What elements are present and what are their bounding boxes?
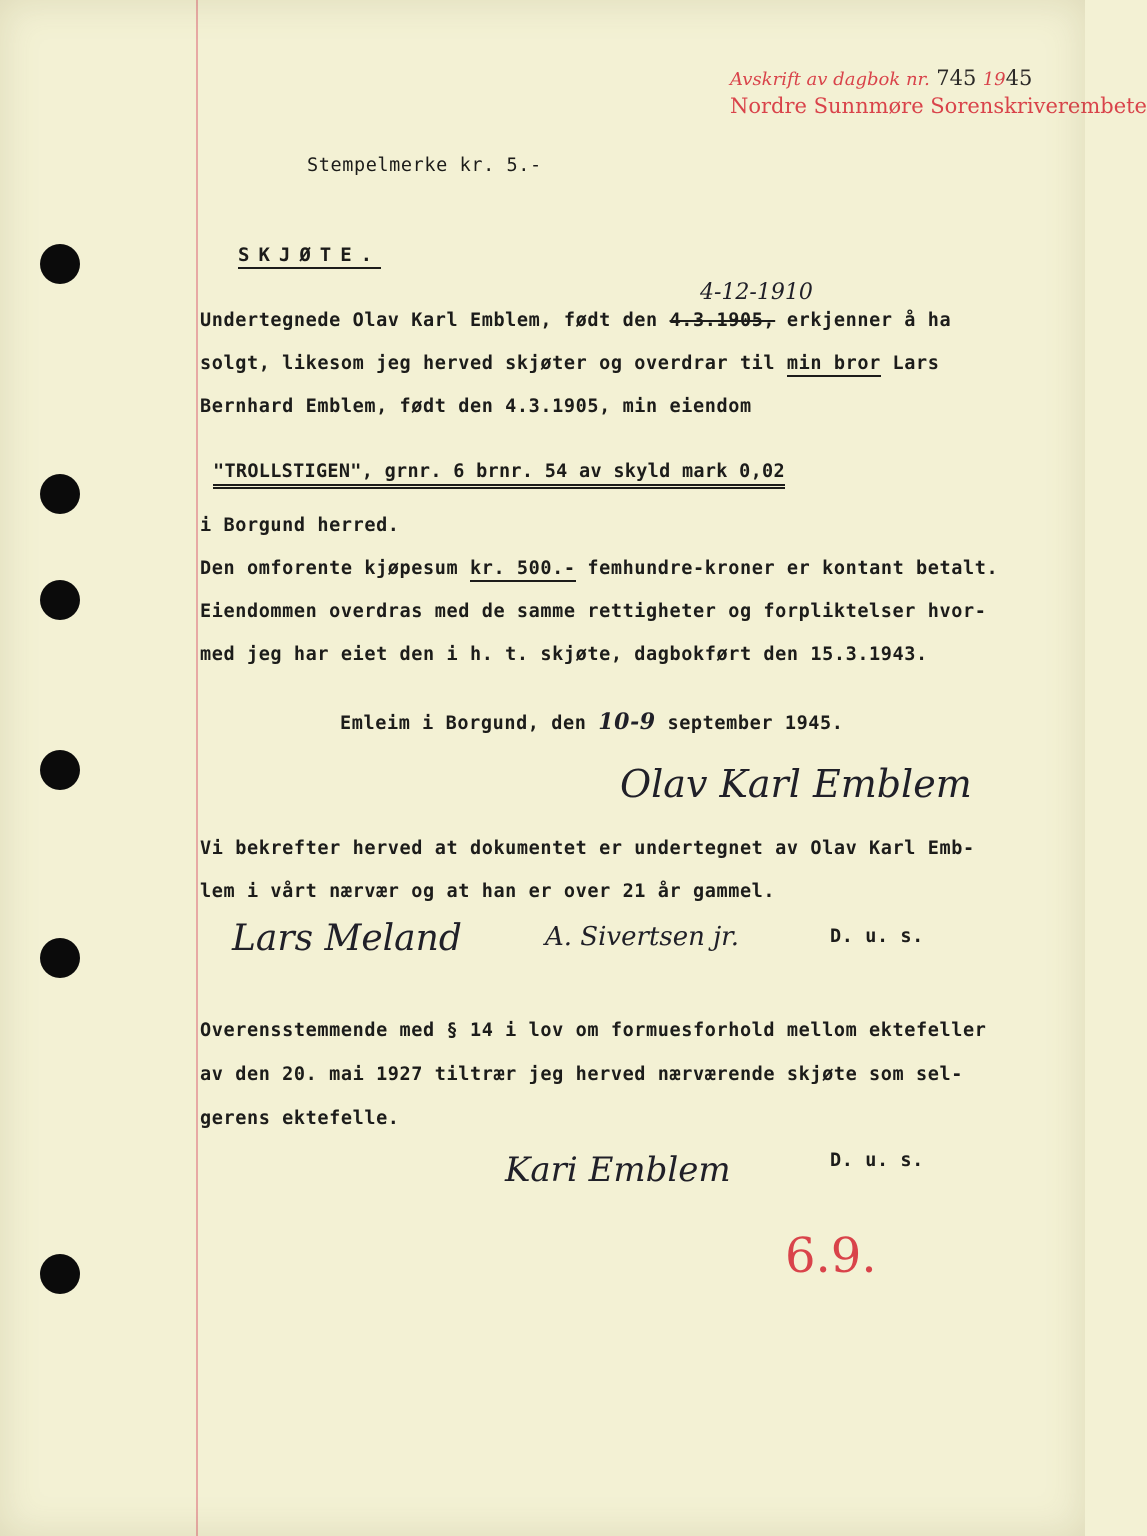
property-description: "TROLLSTIGEN", grnr. 6 brnr. 54 av skyld mark 0,02 [213,461,785,489]
paragraph-1-line-3: Bernhard Emblem, født den 4.3.1905, min eiendom [200,396,752,417]
text: Lars [880,353,940,374]
dus-mark: D. u. s. [830,1150,924,1171]
text: Den omforente kjøpesum [200,558,470,579]
document-heading [238,244,381,266]
punch-hole [40,474,80,514]
spouse-signature: Kari Emblem [505,1150,731,1190]
location-line: i Borgund herred. [200,515,400,536]
stamp-office-name: Nordre Sunnmøre Sorenskriverembete [730,94,1147,118]
paragraph-2-line-1 [200,558,998,579]
dus-mark: D. u. s. [830,926,924,947]
margin-line [196,0,198,1536]
date-line [340,709,844,735]
property-line [213,461,785,482]
seller-signature: Olav Karl Emblem [620,762,972,806]
text: femhundre-kroner er kontant betalt. [575,558,999,579]
stamp-label: Avskrift av dagbok nr. [730,69,930,90]
stamp-year-prefix: 19 [982,69,1006,90]
punch-hole [40,750,80,790]
stamp-year-suffix: 45 [1005,66,1033,90]
text: erkjenner å ha [775,310,952,331]
spouse-consent-line-1: Overensstemmende med § 14 i lov om formuesforhold mellom ektefeller [200,1020,987,1041]
stamp-duty-line: Stempelmerke kr. 5.- [307,155,542,176]
spouse-consent-line-2: av den 20. mai 1927 tiltrær jeg herved nærværende skjøte som sel- [200,1064,963,1085]
handwritten-date: 10-9 [598,709,656,735]
paragraph-2-line-2: Eiendommen overdras med de samme rettigheter og forpliktelser hvor- [200,601,987,622]
text: september 1945. [655,713,844,734]
registry-stamp [730,66,1032,90]
text: Emleim i Borgund, den [340,713,599,734]
struck-birth-date: 4.3.1905, [669,310,776,331]
corrected-birth-date: 4-12-1910 [700,280,813,305]
punch-hole [40,1254,80,1294]
paragraph-1-line-1 [200,310,951,331]
text: Undertegnede Olav Karl Emblem, født den [200,310,670,331]
heading-text: SKJØTE. [238,244,381,269]
punch-hole [40,580,80,620]
purchase-price: kr. 500.- [470,558,576,582]
witness-line-2: lem i vårt nærvær og at han er over 21 år gammel. [200,881,776,902]
punch-hole [40,938,80,978]
punch-hole [40,244,80,284]
witness-1-signature: Lars Meland [232,918,462,959]
text: solgt, likesom jeg herved skjøter og overdrar til [200,353,787,374]
stamp-entry-number: 745 [936,66,977,90]
spouse-consent-line-3: gerens ektefelle. [200,1108,400,1129]
paragraph-2-line-3: med jeg har eiet den i h. t. skjøte, dagbokført den 15.3.1943. [200,644,928,665]
witness-line-1: Vi bekrefter herved at dokumentet er undertegnet av Olav Karl Emb- [200,838,975,859]
paragraph-1-line-2 [200,353,940,374]
witness-2-signature: A. Sivertsen jr. [545,922,740,952]
margin-note: 6.9. [785,1228,877,1284]
underlined-phrase: min bror [787,353,881,377]
